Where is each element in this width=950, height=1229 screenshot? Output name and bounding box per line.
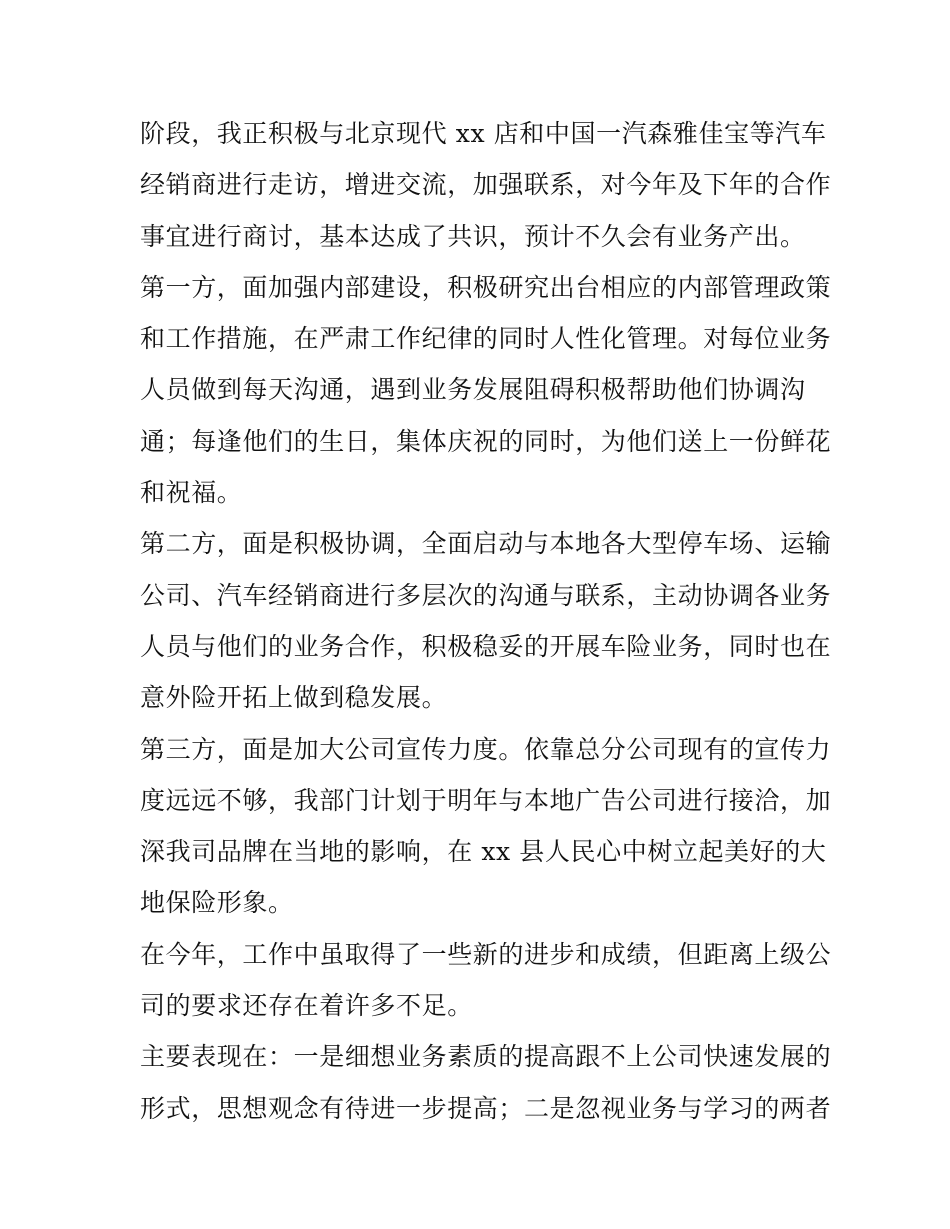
text-line-13: 第三方，面是加大公司宣传力度。依靠总分公司现有的宣传力 — [140, 734, 832, 764]
text-line-5: 和工作措施，在严肃工作纪律的同时人性化管理。对每位业务 — [140, 324, 832, 354]
text-line-4: 第一方，面加强内部建设，积极研究出台相应的内部管理政策 — [140, 272, 832, 302]
text-line-7: 通；每逢他们的生日，集体庆祝的同时，为他们送上一份鲜花 — [140, 426, 832, 456]
text-line-2: 经销商进行走访，增进交流，加强联系，对今年及下年的合作 — [140, 170, 832, 200]
document-body — [140, 108, 832, 1134]
text-line-18: 司的要求还存在着许多不足。 — [140, 991, 473, 1021]
text-line-12: 意外险开拓上做到稳发展。 — [140, 683, 448, 713]
text-line-11: 人员与他们的业务合作，积极稳妥的开展车险业务，同时也在 — [140, 631, 832, 661]
text-line-6: 人员做到每天沟通，遇到业务发展阻碍积极帮助他们协调沟 — [140, 375, 806, 405]
text-line-15: 深我司品牌在当地的影响，在 xx 县人民心中树立起美好的大 — [140, 837, 827, 867]
text-line-19: 主要表现在：一是细想业务素质的提高跟不上公司快速发展的 — [140, 1042, 832, 1072]
text-line-14: 度远远不够，我部门计划于明年与本地广告公司进行接洽，加 — [140, 785, 832, 815]
text-line-9: 第二方，面是积极协调，全面启动与本地各大型停车场、运输 — [140, 529, 832, 559]
text-line-20: 形式，思想观念有待进一步提高；二是忽视业务与学习的两者 — [140, 1093, 832, 1123]
text-line-16: 地保险形象。 — [140, 888, 294, 918]
text-line-8: 和祝福。 — [140, 478, 243, 508]
text-line-10: 公司、汽车经销商进行多层次的沟通与联系，主动协调各业务 — [140, 580, 832, 610]
text-line-3: 事宜进行商讨，基本达成了共识，预计不久会有业务产出。 — [140, 221, 806, 251]
text-line-1: 阶段，我正积极与北京现代 xx 店和中国一汽森雅佳宝等汽车 — [140, 119, 827, 148]
text-line-17: 在今年，工作中虽取得了一些新的进步和成绩，但距离上级公 — [140, 939, 832, 969]
